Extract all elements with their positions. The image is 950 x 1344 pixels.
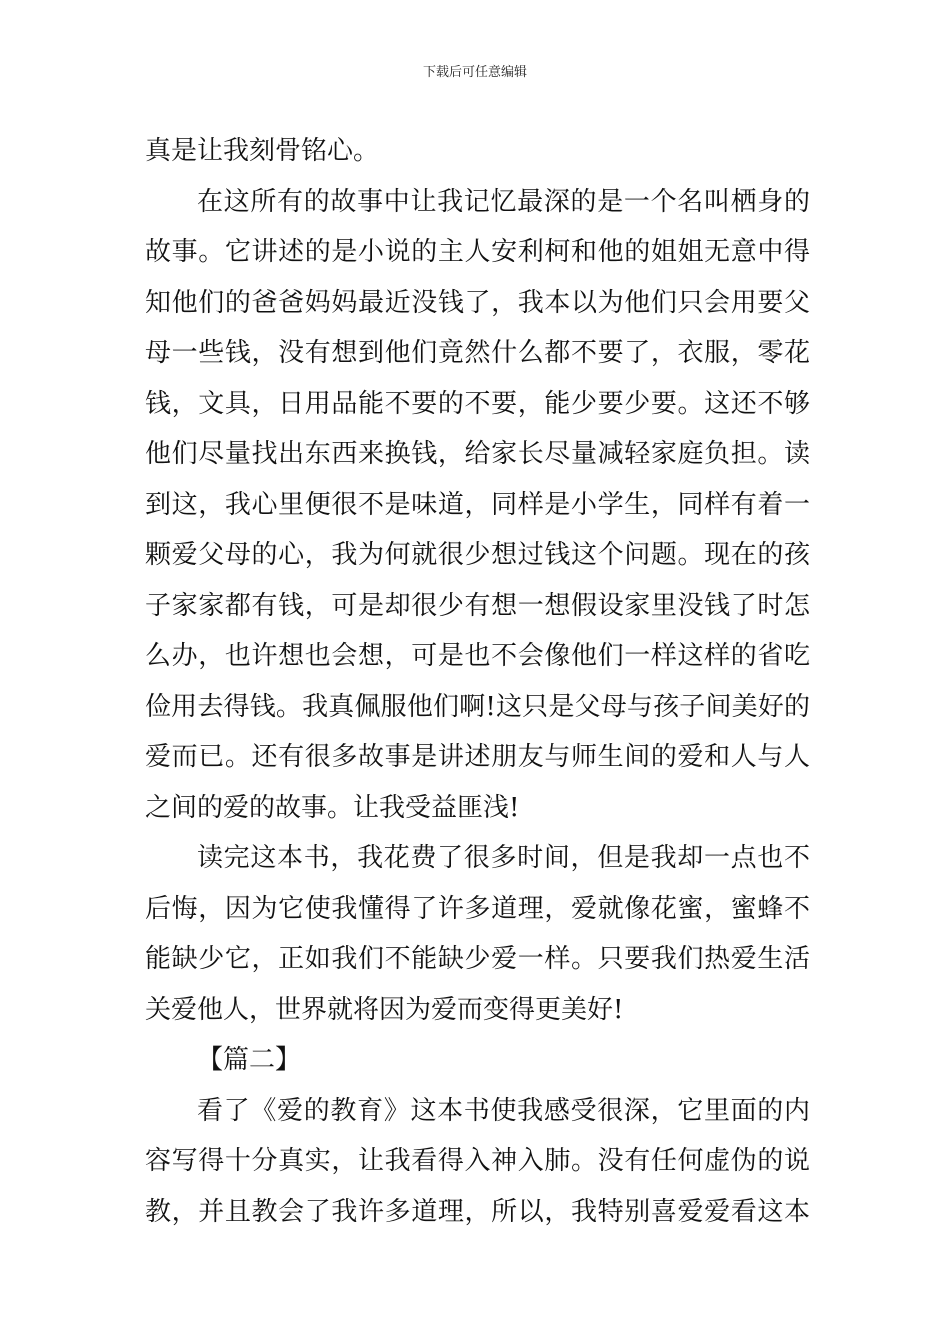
text-line: 子家家都有钱，可是却很少有想一想假设家里没钱了时怎 [145, 590, 810, 621]
text-line: 之间的爱的故事。让我受益匪浅! [145, 792, 520, 823]
text-line: 母一些钱，没有想到他们竟然什么都不要了，衣服，零花 [145, 338, 810, 368]
text-line: 看了《爱的教育》这本书使我感受很深，它里面的内 [197, 1095, 810, 1126]
text-line: 关爱他人，世界就将因为爱而变得更美好! [145, 994, 624, 1025]
text-line: 容写得十分真实，让我看得入神入肺。没有任何虚伪的说 [145, 1146, 810, 1176]
text-line: 读完这本书，我花费了很多时间，但是我却一点也不 [197, 843, 810, 873]
text-line: 么办，也许想也会想，可是也不会像他们一样这样的省吃 [145, 641, 810, 671]
section-heading: 【篇二】 [197, 1045, 302, 1075]
text-line: 教，并且教会了我许多道理，所以，我特别喜爱爱看这本 [145, 1196, 810, 1227]
text-line: 故事。它讲述的是小说的主人安利柯和他的姐姐无意中得 [145, 237, 810, 267]
document-body [145, 126, 810, 1237]
text-line: 他们尽量找出东西来换钱，给家长尽量减轻家庭负担。读 [145, 439, 810, 469]
text-line: 能缺少它，正如我们不能缺少爱一样。只要我们热爱生活 [145, 944, 810, 974]
text-line: 在这所有的故事中让我记忆最深的是一个名叫栖身的 [197, 186, 810, 217]
text-line: 知他们的爸爸妈妈最近没钱了，我本以为他们只会用要父 [145, 287, 810, 318]
text-line: 爱而已。还有很多故事是讲述朋友与师生间的爱和人与人 [145, 742, 810, 772]
text-line: 到这，我心里便很不是味道，同样是小学生，同样有着一 [145, 489, 810, 520]
text-line: 真是让我刻骨铭心。 [145, 136, 380, 166]
text-line: 钱，文具，日用品能不要的不要，能少要少要。这还不够 [145, 388, 810, 419]
text-line: 后悔，因为它使我懂得了许多道理，爱就像花蜜，蜜蜂不 [145, 893, 810, 924]
text-line: 俭用去得钱。我真佩服他们啊!这只是父母与孩子间美好的 [145, 691, 810, 722]
text-line: 颗爱父母的心，我为何就很少想过钱这个问题。现在的孩 [145, 540, 810, 570]
page-header: 下载后可任意编辑 [422, 65, 527, 80]
